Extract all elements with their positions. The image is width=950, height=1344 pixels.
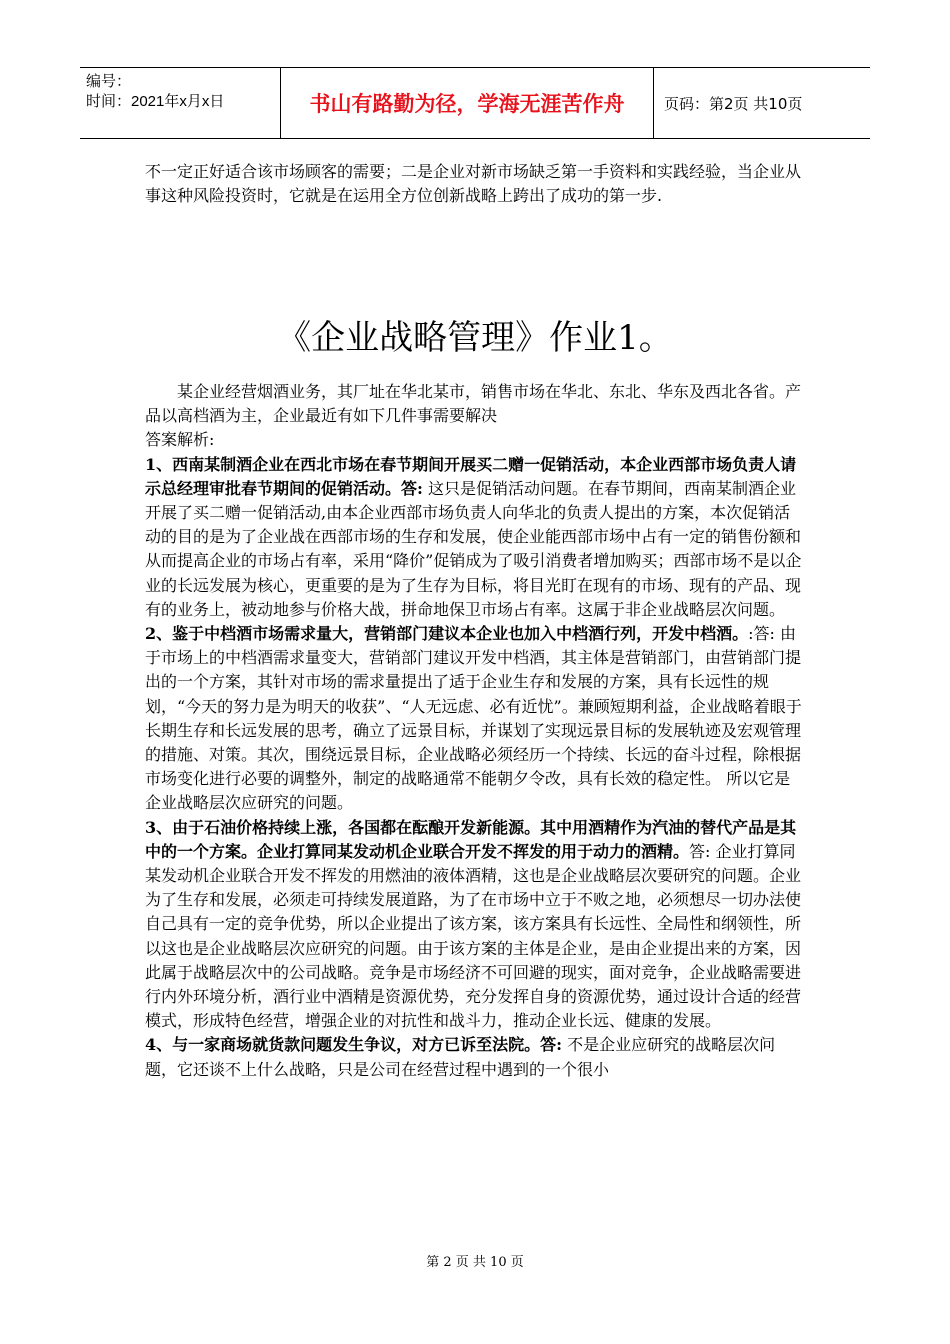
answer-2-text: :答: 由于市场上的中档酒需求量变大，营销部门建议开发中档酒，其主体是营销部门，由营销部门提出的一个方案，其针对市场的需求量提出了适于企业生存和发展的方案，具有长远性的规划，“今天的努力是为明天的收获”、“人无远虑、必有近忧”。兼顾短期利益，企业战略着眼于长期生存和长远发展的思考，确立了远景目标，并谋划了实现远景目标的发展轨迹及宏观管理的措施、对策。其次，围绕远景目标，企业战略必须经历一个持续、长远的奋斗过程，除根据市场变化进行必要的调整外，制定的战略通常不能朝夕令改，具有长效的稳定性。 所以它是企业战略层次应研究的问题。: [145, 624, 802, 813]
document-body: [145, 380, 805, 1082]
intro-paragraph: 不一定正好适合该市场顾客的需要；二是企业对新市场缺乏第一手资料和实践经验，当企业从事这种风险投资时，它就是在运用全方位创新战略上跨出了成功的第一步.: [145, 162, 802, 206]
answer-4-text: 不是企业应研究的战略层次问题，它还谈不上什么战略，只是公司在经营过程中遇到的一个很小: [145, 1035, 776, 1079]
header-meta: [80, 68, 280, 138]
answer-3-text: 答: 企业打算同某发动机企业联合开发不挥发的用燃油的液体酒精，这也是企业战略层次要研究的问题。企业为了生存和发展，必须走可持续发展道路，为了在市场中立于不败之地，必须想尽一切办法使自己具有一定的竞争优势，所以企业提出了该方案，该方案具有长远性、全局性和纲领性，所以这也是企业战略层次应研究的问题。由于该方案的主体是企业，是由企业提出来的方案，因此属于战略层次中的公司战略。竞争是市场经济不可回避的现实，面对竞争，企业战略需要进行内外环境分析，酒行业中酒精是资源优势，充分发挥自身的资源优势，通过设计合适的经营模式，形成特色经营，增强企业的对抗性和战斗力，推动企业长远、健康的发展。: [145, 841, 802, 1031]
page-label: 页码：第2页 共10页: [664, 94, 803, 113]
question-3: [145, 816, 805, 1034]
background-paragraph: 某企业经营烟酒业务，其厂址在华北某市，销售市场在华北、东北、华东及西北各省。产品以高档酒为主，企业最近有如下几件事需要解决: [145, 382, 802, 426]
header-motto: 书山有路勤为径，学海无涯苦作舟: [309, 92, 625, 116]
header-page-cell: [654, 68, 870, 138]
page-footer: 第 2 页 共 10 页: [426, 1255, 524, 1270]
answer-label: 答案解析:: [145, 430, 215, 450]
question-1: [145, 453, 805, 622]
date-label: 时间：2021年x月x日: [86, 93, 225, 110]
question-1-text: 1、西南某制酒企业在西北市场在春节期间开展买二赠一促销活动，本企业西部市场负责人请示总经理审批春节期间的促销活动。答:: [145, 454, 797, 498]
number-label: 编号：: [86, 73, 132, 90]
document-header: [80, 67, 870, 139]
question-4: [145, 1033, 805, 1081]
question-4-text: 4、与一家商场就货款问题发生争议，对方已诉至法院。答:: [145, 1035, 563, 1055]
question-2: [145, 622, 805, 816]
page-title: 《企业战略管理》作业1。: [277, 318, 673, 358]
question-3-text: 3、由于石油价格持续上涨，各国都在酝酿开发新能源。其中用酒精作为汽油的替代产品是其中的一个方案。企业打算同某发动机企业联合开发不挥发的用于动力的酒精。: [145, 817, 797, 861]
header-motto-cell: [280, 68, 654, 138]
question-2-text: 2、鉴于中档酒市场需求量大，营销部门建议本企业也加入中档酒行列，开发中档酒。: [145, 624, 749, 644]
answer-1-text: 这只是促销活动问题。在春节期间，西南某制酒企业开展了买二赠一促销活动,由本企业西部市场负责人向华北的负责人提出的方案，本次促销活动的目的是为了企业战在西部市场的生存和发展，使企业能西部市场中占有一定的销售份额和从而提高企业的市场占有率，采用“降价”促销成为了吸引消费者增加购买；西部市场不是以企业的长远发展为核心，更重要的是为了生存为目标，将目光盯在现有的市场、现有的产品、现有的业务上，被动地参与价格大战，拼命地保卫市场占有率。这属于非企业战略层次问题。: [145, 478, 802, 619]
